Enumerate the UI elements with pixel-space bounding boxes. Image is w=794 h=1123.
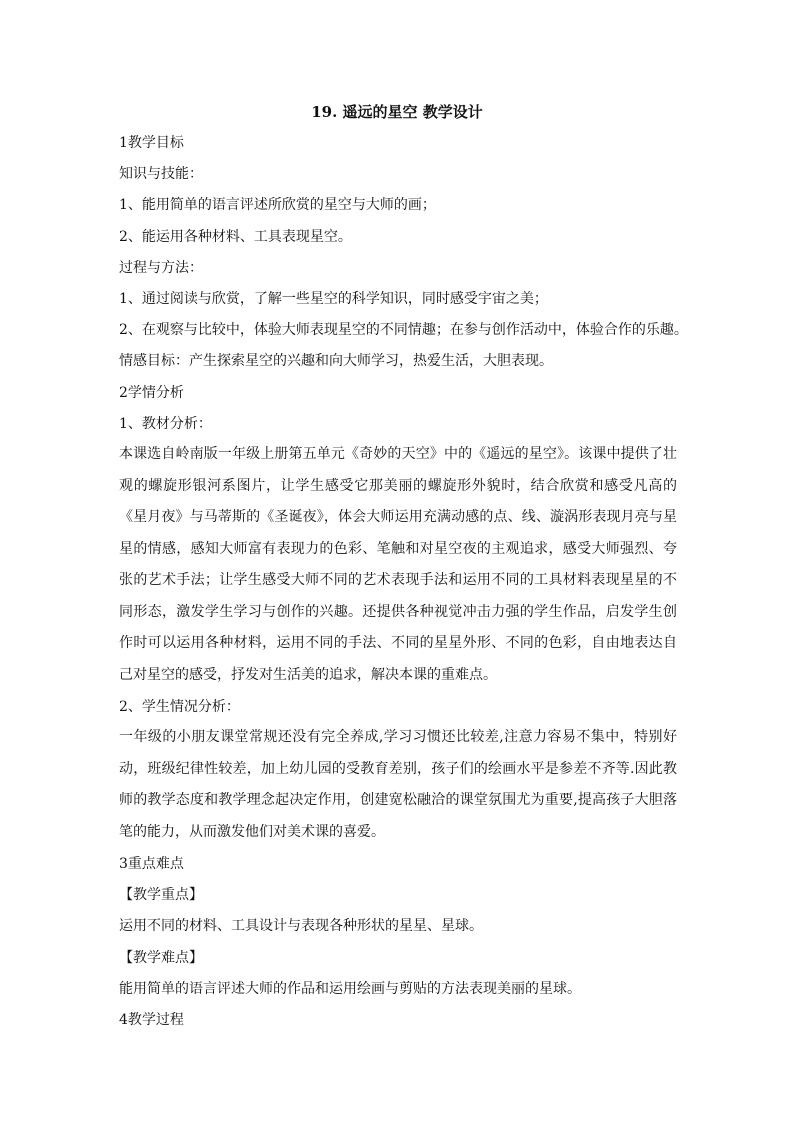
subheading-knowledge-skills: 知识与技能： (119, 166, 203, 183)
subheading-textbook-analysis: 1、教材分析： (119, 415, 212, 432)
section-heading-analysis: 2学情分析 (119, 384, 184, 401)
process-item-1: 1、通过阅读与欣赏，了解一些星空的科学知识，同时感受宇宙之美； (119, 290, 548, 307)
subheading-teaching-difficulty: 【教学难点】 (119, 949, 203, 966)
subheading-teaching-focus: 【教学重点】 (119, 887, 203, 904)
process-item-2: 2、在观察与比较中，体验大师表现星空的不同情趣；在参与创作活动中，体验合作的乐趣。 (119, 322, 688, 339)
student-analysis-paragraph: 一年级的小朋友课堂常规还没有完全养成,学习习惯还比较差,注意力容易不集中，特别好动，班级纪律性较差，加上幼儿园的受教育差别，孩子们的绘画水平是参差不齐等.因此教师的教学态度和教学理念起决定作用，创建宽松融洽的课堂氛围尤为重要,提高孩子大胆落笔的能力，从而激发他们对美术课的喜爱。 (119, 729, 677, 840)
emotion-goal: 情感目标：产生探索星空的兴趣和向大师学习，热爱生活，大胆表现。 (119, 353, 553, 370)
section-heading-key-difficult: 3重点难点 (119, 856, 184, 873)
teaching-focus-text: 运用不同的材料、工具设计与表现各种形状的星星、星球。 (119, 918, 483, 935)
subheading-process-method: 过程与方法： (119, 259, 203, 276)
section-heading-objectives: 1教学目标 (119, 135, 184, 151)
knowledge-item-2: 2、能运用各种材料、工具表现星空。 (119, 228, 352, 245)
knowledge-item-1: 1、能用简单的语言评述所欣赏的星空与大师的画； (119, 197, 436, 214)
section-heading-process: 4教学过程 (119, 1012, 184, 1028)
document-body (119, 133, 688, 1041)
textbook-analysis-paragraph: 本课选自岭南版一年级上册第五单元《奇妙的天空》中的《遥远的星空》。该课中提供了壮观的螺旋形银河系图片，让学生感受它那美丽的螺旋形外貌时，结合欣赏和感受凡高的《星月夜》与马蒂斯的《圣诞夜》，体会大师运用充满动感的点、线、漩涡形表现月亮与星星的情感，感知大师富有表现力的色彩、笔触和对星空夜的主观追求，感受大师强烈、夸张的艺术手法；让学生感受大师不同的艺术表现手法和运用不同的工具材料表现星星的不同形态，激发学生学习与创作的兴趣。还提供各种视觉冲击力强的学生作品，启发学生创作时可以运用各种材料，运用不同的手法、不同的星星外形、不同的色彩，自由地表达自己对星空的感受，抒发对生活美的追求，解决本课的重难点。 (119, 446, 677, 683)
subheading-student-analysis: 2、学生情况分析： (119, 698, 240, 715)
document-title: 19. 遥远的星空 教学设计 (311, 103, 483, 121)
teaching-difficulty-text: 能用简单的语言评述大师的作品和运用绘画与剪贴的方法表现美丽的星球。 (119, 980, 581, 997)
